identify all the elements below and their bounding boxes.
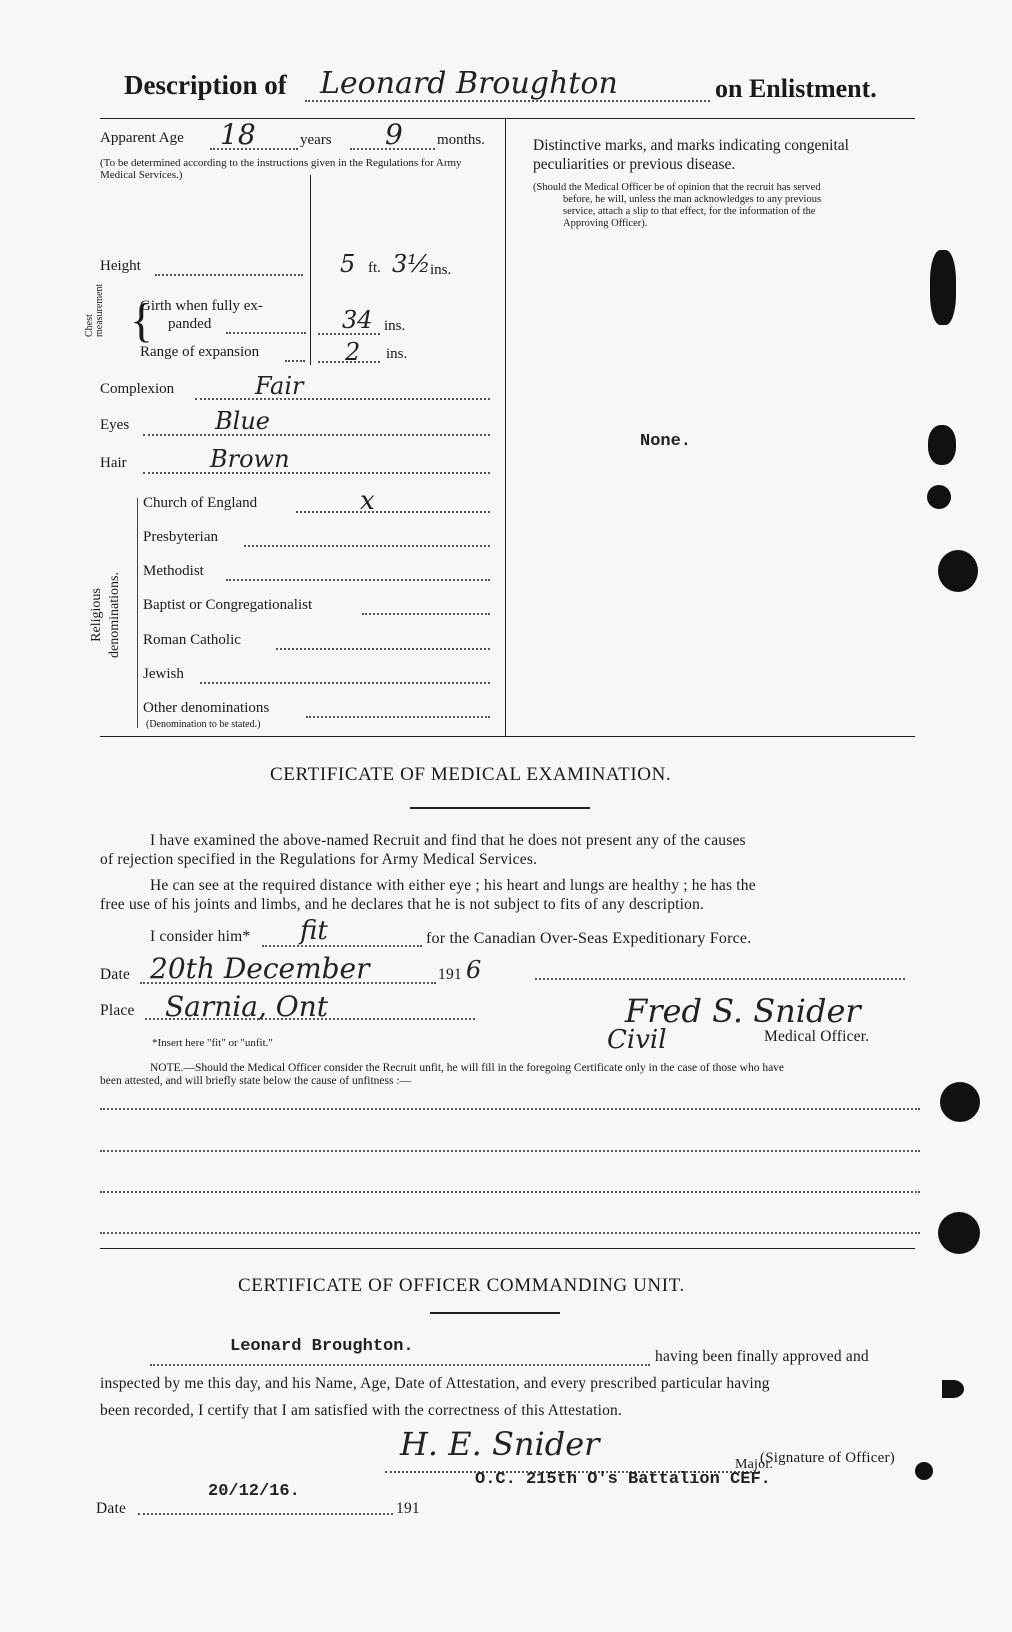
religion-line-2 [244, 545, 490, 547]
girth-label-1: Girth when fully ex- [140, 298, 263, 314]
chest-measurement-label: Chest measurement [84, 283, 105, 337]
commanding-officer-signature: H. E. Snider [400, 1425, 600, 1463]
commanding-rank: Major. [735, 1457, 774, 1472]
commanding-line2: inspected by me this day, and his Name, Age, Date of Attestation, and every prescribed particular having [100, 1375, 770, 1392]
unfitness-line-3 [100, 1191, 920, 1193]
apparent-age-label: Apparent Age [100, 130, 184, 146]
religion-heading [88, 525, 124, 705]
insert-note: *Insert here "fit" or "unfit." [152, 1037, 273, 1049]
commanding-title-underline [430, 1312, 560, 1314]
age-note: (To be determined according to the instructions given in the Regulations for Army Medical Services.) [100, 157, 462, 181]
age-months-value: 9 [385, 118, 403, 151]
range-value-line [318, 361, 380, 363]
consider-line [262, 945, 422, 947]
commanding-name-value: Leonard Broughton. [230, 1337, 414, 1356]
height-ft-value: 5 [340, 250, 356, 278]
height-ins-label: ins. [430, 262, 452, 278]
commanding-name-line [150, 1364, 650, 1366]
medical-para1-line2: of rejection specified in the Regulations for Army Medical Services. [100, 851, 538, 868]
commanding-line1-tail: having been finally approved and [655, 1348, 869, 1365]
medical-certificate-title: CERTIFICATE OF MEDICAL EXAMINATION. [270, 764, 672, 785]
header-name-line [305, 100, 710, 102]
religion-bracket [137, 498, 138, 728]
upper-section-bottom-rule [100, 736, 915, 737]
girth-label-2: panded [168, 316, 212, 332]
religion-other: Other denominations [143, 700, 270, 716]
distinctive-note-1: (Should the Medical Officer be of opinion that the recruit has served [533, 182, 821, 193]
commanding-unit: O.C. 215th O's Battalion CEF. [475, 1470, 771, 1489]
distinctive-marks-heading-2: peculiarities or previous disease. [533, 156, 736, 173]
complexion-value: Fair [255, 372, 304, 400]
medical-para2-line1: He can see at the required distance with either eye ; his heart and lungs are healthy ; he has the [150, 877, 756, 894]
age-years-value: 18 [220, 118, 256, 151]
commanding-line3: been recorded, I certify that I am satisfied with the correctness of this Attestation. [100, 1402, 623, 1419]
medical-year-prefix: 191 [438, 966, 462, 983]
religion-methodist: Methodist [143, 563, 204, 579]
girth-value: 34 [342, 306, 373, 334]
medical-para2-line2: free use of his joints and limbs, and he declares that he is not subject to fits of any description. [100, 896, 705, 913]
commanding-date-label: Date [96, 1500, 127, 1517]
binder-hole-8 [915, 1462, 933, 1480]
religion-heading-1: Religious [89, 588, 104, 642]
religion-line-3 [226, 579, 490, 581]
religion-presbyterian: Presbyterian [143, 529, 218, 545]
distinctive-marks-heading-1: Distinctive marks, and marks indicating congenital [533, 137, 849, 154]
binder-hole-4 [938, 550, 978, 592]
medical-title-underline [410, 807, 590, 809]
eyes-label: Eyes [100, 417, 130, 433]
binder-hole-6 [938, 1212, 980, 1254]
medical-place-value: Sarnia, Ont [165, 990, 328, 1023]
religion-baptist: Baptist or Congregationalist [143, 597, 313, 613]
ft-label: ft. [368, 260, 381, 276]
medical-section-bottom-rule [100, 1248, 915, 1249]
religion-roman-catholic: Roman Catholic [143, 632, 241, 648]
age-months-line [350, 148, 435, 150]
distinctive-note-3: service, attach a slip to that effect, for the information of the [563, 206, 816, 217]
medical-date-label: Date [100, 966, 131, 983]
unfitness-line-4 [100, 1232, 920, 1234]
religion-line-1 [296, 511, 490, 513]
unfitness-line-2 [100, 1150, 920, 1152]
binder-hole-2 [928, 425, 956, 465]
force-text: for the Canadian Over-Seas Expeditionary Force. [426, 930, 752, 947]
eyes-value: Blue [215, 407, 270, 435]
medical-signature-line [535, 978, 905, 980]
age-years-line [210, 148, 298, 150]
years-label: years [300, 132, 332, 148]
religion-heading-2: denominations. [107, 572, 122, 658]
religion-line-7 [306, 716, 490, 718]
signature-of-officer-label: (Signature of Officer) [760, 1450, 895, 1466]
commanding-year-prefix: 191 [396, 1500, 420, 1517]
religion-mark: x [360, 486, 375, 516]
distinctive-note-2: before, he will, unless the man acknowledges to any previous [563, 194, 822, 205]
binder-hole-3 [927, 485, 951, 509]
distinctive-note-4: Approving Officer). [563, 218, 648, 229]
consider-value: fit [300, 916, 328, 946]
binder-hole-7 [942, 1380, 964, 1398]
medical-place-line [145, 1018, 475, 1020]
binder-hole-5 [940, 1082, 980, 1122]
range-label: Range of expansion [140, 344, 260, 360]
chest-brace: { [130, 294, 154, 347]
religion-line-4 [362, 613, 490, 615]
complexion-line [195, 398, 490, 400]
medical-date-line [140, 982, 436, 984]
religion-jewish: Jewish [143, 666, 184, 682]
consider-label: I consider him* [150, 928, 251, 945]
medical-para1-line1: I have examined the above-named Recruit and find that he does not present any of the causes [150, 832, 746, 849]
eyes-line [143, 434, 490, 436]
girth-unit: ins. [384, 318, 406, 334]
distinctive-marks-value: None. [640, 432, 692, 451]
hair-label: Hair [100, 455, 127, 471]
commanding-certificate-title: CERTIFICATE OF OFFICER COMMANDING UNIT. [238, 1275, 685, 1296]
medical-note-line2: been attested, and will briefly state below the cause of unfitness :— [100, 1075, 412, 1087]
recruit-name-handwritten: Leonard Broughton [320, 66, 618, 101]
hair-value: Brown [210, 445, 290, 473]
height-label: Height [100, 258, 141, 274]
medical-year-digit: 6 [466, 956, 482, 984]
hair-line [143, 472, 490, 474]
unfitness-line-1 [100, 1108, 920, 1110]
religion-line-5 [276, 648, 490, 650]
commanding-date-line [138, 1513, 393, 1515]
binder-hole-1 [930, 250, 956, 325]
complexion-label: Complexion [100, 381, 175, 397]
medical-officer-label: Medical Officer. [764, 1028, 870, 1045]
range-unit: ins. [386, 346, 408, 362]
medical-date-value: 20th December [150, 952, 370, 985]
header-prefix: Description of [124, 70, 287, 100]
other-denomination-note: (Denomination to be stated.) [146, 719, 261, 730]
medical-officer-signature: Fred S. Snider [625, 992, 861, 1030]
measure-divider [310, 175, 311, 365]
range-value: 2 [345, 338, 361, 366]
religion-church-of-england: Church of England [143, 495, 258, 511]
medical-note-line1: NOTE.—Should the Medical Officer consider the Recruit unfit, he will fill in the foregoing Certificate only in the case of those who have [150, 1062, 785, 1074]
height-in-value: 3½ [392, 250, 431, 278]
header-suffix: on Enlistment. [715, 74, 877, 103]
column-divider [505, 118, 506, 736]
height-line [155, 274, 303, 276]
months-label: months. [437, 132, 485, 148]
girth-value-line [318, 333, 380, 335]
medical-officer-signature-2: Civil [607, 1025, 667, 1055]
commanding-date-value: 20/12/16. [208, 1482, 300, 1501]
religion-line-6 [200, 682, 490, 684]
medical-place-label: Place [100, 1002, 135, 1019]
girth-line [226, 332, 306, 334]
range-line [285, 360, 305, 362]
